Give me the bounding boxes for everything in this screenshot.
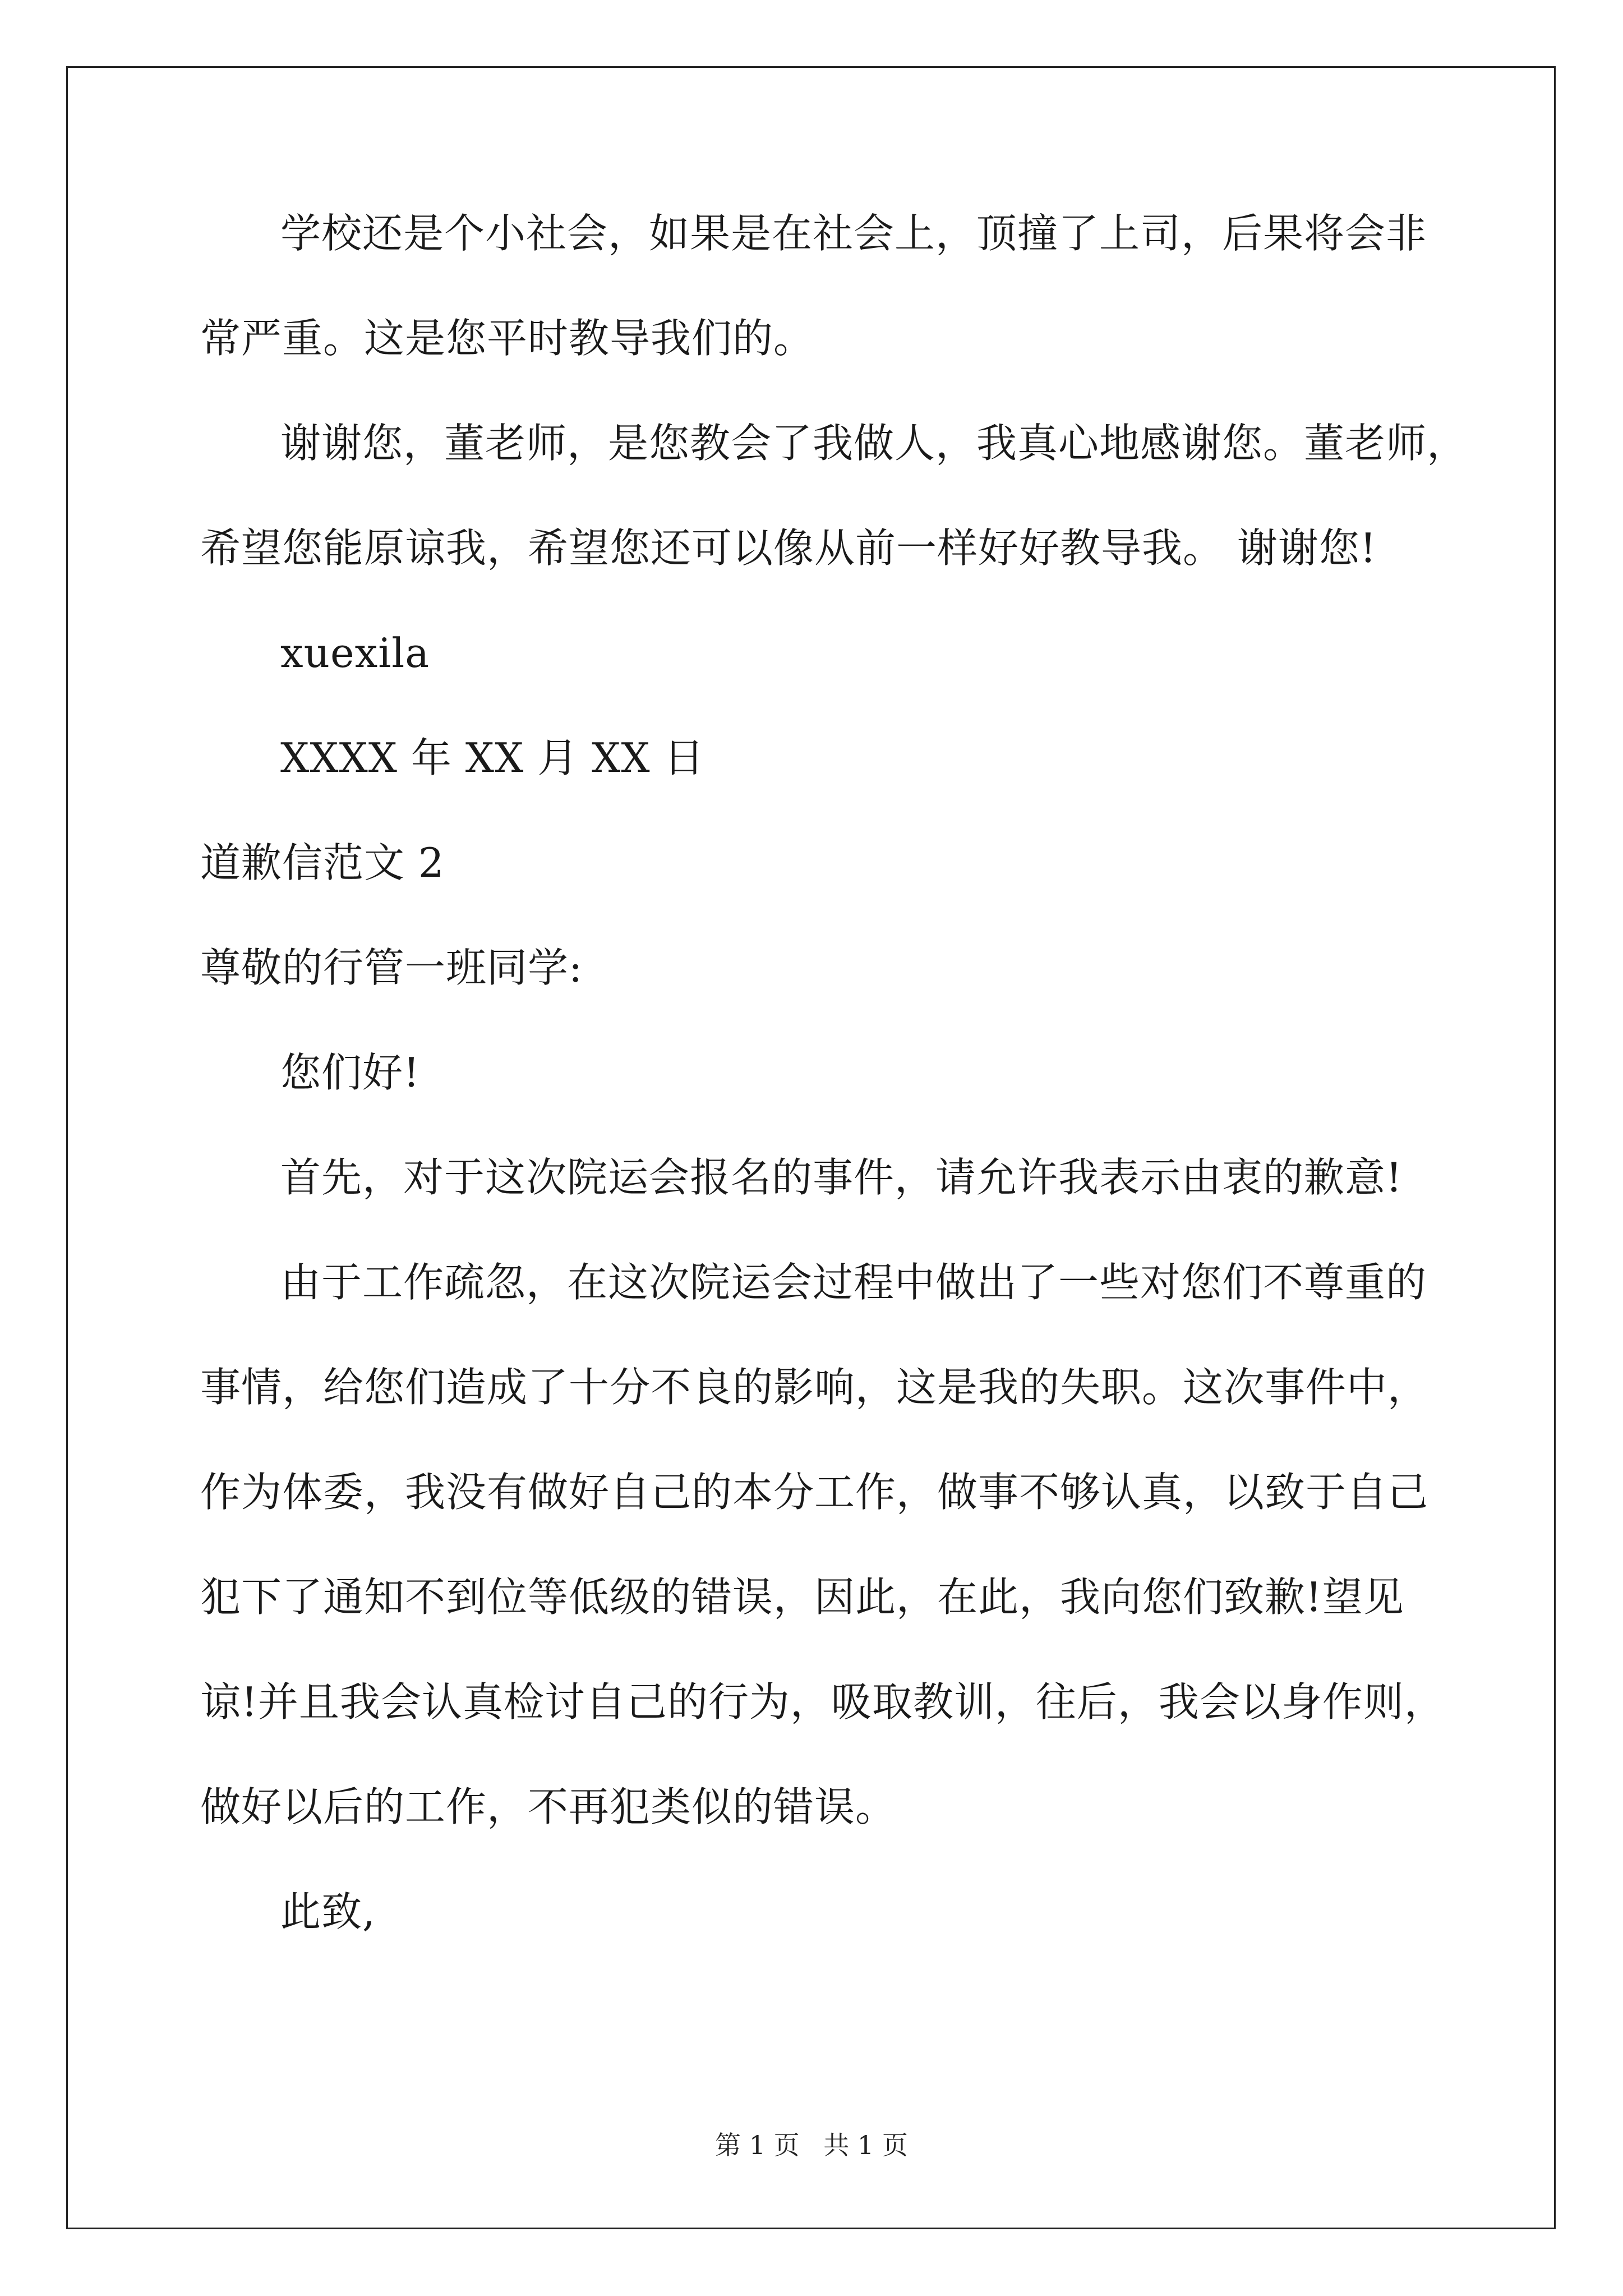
text-line: 常严重。这是您平时教导我们的。 [200,315,815,362]
page-footer [0,2125,1623,2162]
text-line: 事情，给您们造成了十分不良的影响，这是我的失职。这次事件中， [200,1364,1429,1411]
closing-line: 此致, [280,1888,376,1935]
text-line: 犯下了通知不到位等低级的错误，因此，在此，我向您们致歉!望见 [200,1573,1404,1621]
text-line: 做好以后的工作，不再犯类似的错误。 [200,1783,897,1830]
text-line: 希望您能原谅我，希望您还可以像从前一样好好教导我。 谢谢您! [200,524,1377,572]
signature-date: XXXX 年 XX 月 XX 日 [280,734,705,781]
text-line: 谅!并且我会认真检讨自己的行为，吸取教训，往后，我会以身作则， [200,1678,1445,1726]
page-number: 第 1 页 [715,2130,800,2160]
signature-name: xuexila [280,629,430,677]
page-total: 共 1 页 [823,2130,908,2160]
text-line: 由于工作疏忽，在这次院运会过程中做出了一些对您们不尊重的 [280,1259,1427,1306]
text-line: 作为体委，我没有做好自己的本分工作，做事不够认真，以致于自己 [200,1469,1429,1516]
text-line: 谢谢您，董老师，是您教会了我做人，我真心地感谢您。董老师， [280,420,1468,467]
greeting: 您们好! [280,1049,420,1096]
salutation: 尊敬的行管一班同学: [200,944,583,991]
text-line: 学校还是个小社会，如果是在社会上，顶撞了上司，后果将会非 [280,210,1427,257]
section-heading: 道歉信范文 2 [200,839,445,886]
text-line: 首先，对于这次院运会报名的事件，请允许我表示由衷的歉意! [280,1154,1403,1201]
